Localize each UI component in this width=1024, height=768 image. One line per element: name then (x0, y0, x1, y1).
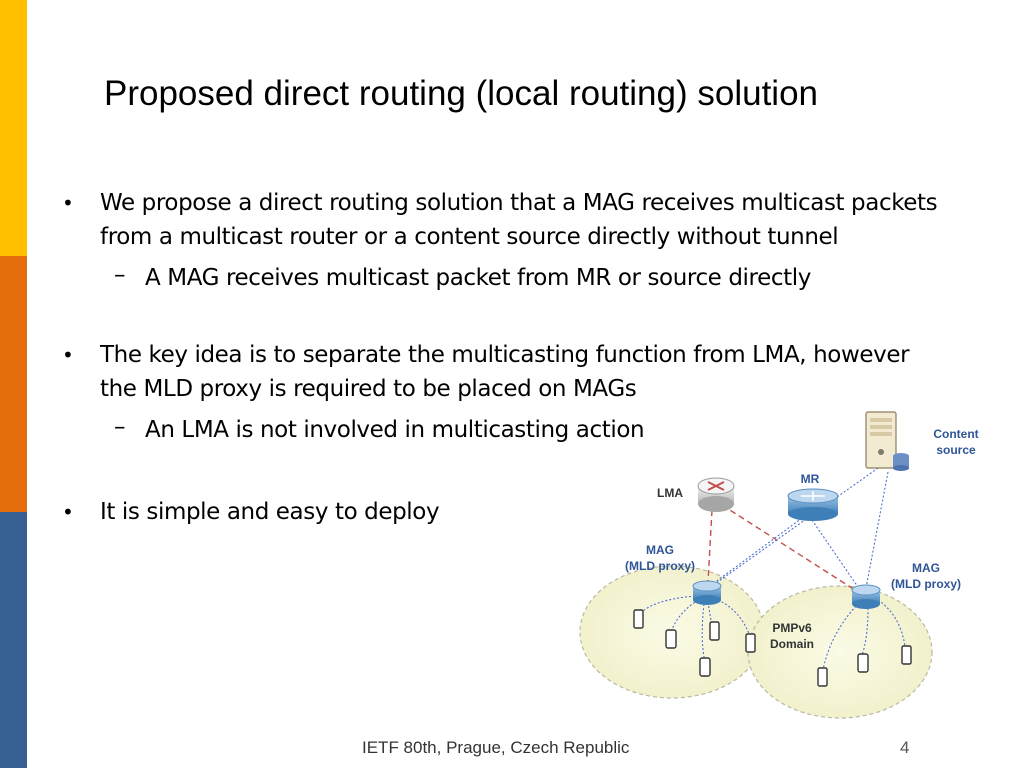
phone-icon (710, 622, 719, 640)
bullet-marker: • (62, 343, 74, 367)
mag-left-label-line-2: (MLD proxy) (625, 559, 695, 573)
bullet-2-line-1: The key idea is to separate the multicasting function from LMA, however (100, 342, 910, 368)
bullet-marker: • (62, 191, 74, 215)
phone-icon (858, 654, 868, 672)
mag-right-router-icon (852, 585, 880, 609)
page-number: 4 (900, 738, 910, 757)
bullet-1-sub: A MAG receives multicast packet from MR or source directly (145, 265, 811, 291)
slide-title: Proposed direct routing (local routing) solution (104, 74, 818, 113)
phone-icon (700, 658, 710, 676)
bullet-2-line-2: the MLD proxy is required to be placed on MAGs (100, 376, 637, 402)
phone-icon (634, 610, 643, 628)
bullet-1-line-2: from a multicast router or a content source directly without tunnel (100, 224, 839, 250)
mag-left-router-icon (693, 581, 721, 605)
bullet-3-line-1: It is simple and easy to deploy (100, 499, 440, 525)
mag-right-label-line-2: (MLD proxy) (891, 577, 961, 591)
mr-label: MR (800, 472, 820, 486)
sub-bullet-marker: – (114, 414, 126, 440)
mr-router-icon (788, 489, 838, 521)
phone-icon (746, 634, 755, 652)
lma-router-icon (698, 478, 734, 512)
server-icon (866, 412, 909, 471)
pmipv6-network-diagram (570, 400, 990, 730)
phone-icon (902, 646, 911, 664)
bullet-2-sub: An LMA is not involved in multicasting action (145, 417, 645, 443)
footer-text: IETF 80th, Prague, Czech Republic (362, 738, 630, 757)
phone-icon (818, 668, 827, 686)
sub-bullet-marker: – (114, 262, 126, 288)
domain-label-line-2: Domain (769, 637, 815, 651)
mag-right-label-line-1: MAG (912, 561, 940, 575)
bullet-1-line-1: We propose a direct routing solution that a MAG receives multicast packets (100, 190, 938, 216)
content-source-label-line-2: source (936, 443, 976, 457)
domain-label-line-1: PMPv6 (772, 621, 812, 635)
lma-label: LMA (657, 486, 683, 500)
phone-icon (666, 630, 676, 648)
mag-left-label-line-1: MAG (646, 543, 674, 557)
bullet-marker: • (62, 500, 74, 524)
content-source-label-line-1: Content (933, 427, 979, 441)
